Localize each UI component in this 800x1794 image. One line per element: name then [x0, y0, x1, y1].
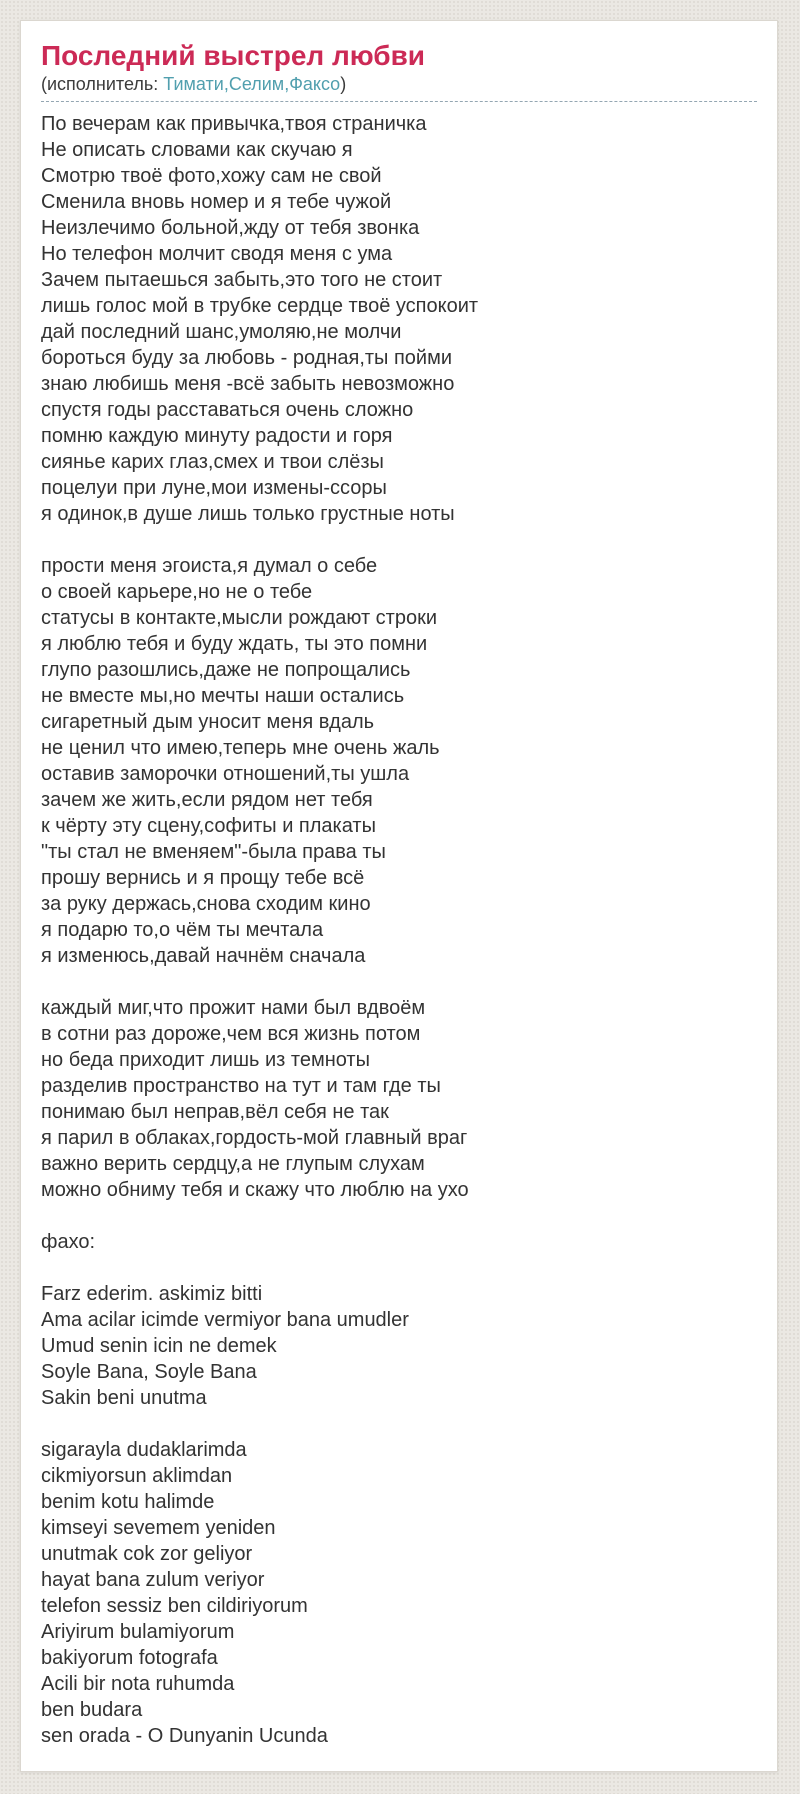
lyrics-line: бороться буду за любовь - родная,ты пойми [41, 347, 453, 369]
lyrics-line: в сотни раз дороже,чем вся жизнь потом [41, 1023, 421, 1045]
artist-links [163, 74, 340, 94]
lyrics-line: разделив пространство на тут и там где ты [41, 1075, 441, 1097]
lyrics-line: каждый миг,что прожит нами был вдвоём [41, 997, 426, 1019]
lyrics-line: лишь голос мой в трубке сердце твоё успокоит [41, 295, 479, 317]
lyrics-line: я одинок,в душе лишь только грустные ноты [41, 503, 455, 525]
lyrics-line: не ценил что имею,теперь мне очень жаль [41, 737, 440, 759]
lyrics-line: за руку держась,снова сходим кино [41, 893, 371, 915]
lyrics-line: не вместе мы,но мечты наши остались [41, 685, 405, 707]
lyrics-line: сигаретный дым уносит меня вдаль [41, 711, 375, 733]
artist-separator: , [223, 74, 229, 94]
lyrics-line: я подарю то,о чём ты мечтала [41, 919, 324, 941]
artist-link[interactable]: Селим [228, 74, 285, 94]
lyrics-line: прошу вернись и я прощу тебе всё [41, 867, 365, 889]
lyrics-line: помню каждую минуту радости и горя [41, 425, 393, 447]
lyrics-line: Acili bir nota ruhumda [41, 1673, 235, 1695]
lyrics-line: sigarayla dudaklarimda [41, 1439, 247, 1461]
lyrics-line: ben budara [41, 1699, 143, 1721]
lyrics-line: к чёрту эту сцену,софиты и плакаты [41, 815, 376, 837]
artist-separator: , [284, 74, 290, 94]
lyrics-line: я парил в облаках,гордость-мой главный враг [41, 1127, 468, 1149]
song-header [41, 21, 757, 102]
lyrics-line: зачем же жить,если рядом нет тебя [41, 789, 373, 811]
lyrics-line: "ты стал не вменяем"-была права ты [41, 841, 386, 863]
lyrics-line: дай последний шанс,умоляю,не молчи [41, 321, 402, 343]
lyrics-line: sen orada - O Dunyanin Ucunda [41, 1725, 328, 1747]
lyrics-line: глупо разошлись,даже не попрощались [41, 659, 411, 681]
lyrics-line: Ariyirum bulamiyorum [41, 1621, 235, 1643]
stanza [41, 553, 757, 969]
lyrics-line: bakiyorum fotografa [41, 1647, 218, 1669]
lyrics-line: статусы в контакте,мысли рождают строки [41, 607, 438, 629]
stanza [41, 1281, 757, 1411]
stanza [41, 1437, 757, 1749]
lyrics-line: спустя годы расставаться очень сложно [41, 399, 414, 421]
artist-line [41, 74, 757, 95]
lyrics-line: знаю любишь меня -всё забыть невозможно [41, 373, 455, 395]
lyrics-line: Смотрю твоё фото,хожу сам не свой [41, 165, 382, 187]
lyrics-line: kimseyi sevemem yeniden [41, 1517, 276, 1539]
lyrics-line: сиянье карих глаз,смех и твои слёзы [41, 451, 384, 473]
lyrics-line: Sakin beni unutma [41, 1387, 207, 1409]
lyrics-line: важно верить сердцу,а не глупым слухам [41, 1153, 425, 1175]
lyrics-text [21, 102, 777, 1771]
artist-label: (исполнитель: [41, 74, 159, 94]
lyrics-line: hayat bana zulum veriyor [41, 1569, 265, 1591]
lyrics-line: Не описать словами как скучаю я [41, 139, 353, 161]
stanza [41, 1229, 757, 1255]
song-title: Последний выстрел любви [41, 40, 426, 71]
lyrics-line: я изменюсь,давай начнём сначала [41, 945, 366, 967]
artist-label-close: ) [340, 74, 347, 94]
lyrics-line: Ama acilar icimde vermiyor bana umudler [41, 1309, 409, 1331]
lyrics-line: telefon sessiz ben cildiriyorum [41, 1595, 308, 1617]
stanza [41, 995, 757, 1203]
lyrics-line: но беда приходит лишь из темноты [41, 1049, 370, 1071]
artist-link[interactable]: Тимати [163, 74, 224, 94]
lyrics-line: benim kotu halimde [41, 1491, 215, 1513]
lyrics-line: cikmiyorsun aklimdan [41, 1465, 233, 1487]
lyrics-line: unutmak cok zor geliyor [41, 1543, 253, 1565]
lyrics-line: о своей карьере,но не о тебе [41, 581, 313, 603]
lyrics-line: можно обниму тебя и скажу что люблю на ухо [41, 1179, 469, 1201]
lyrics-line: Umud senin icin ne demek [41, 1335, 277, 1357]
lyrics-line: Но телефон молчит сводя меня с ума [41, 243, 393, 265]
lyrics-line: фахо: [41, 1231, 96, 1253]
lyrics-line: Неизлечимо больной,жду от тебя звонка [41, 217, 420, 239]
lyrics-card [20, 20, 778, 1772]
lyrics-line: поцелуи при луне,мои измены-ссоры [41, 477, 387, 499]
lyrics-line: прости меня эгоиста,я думал о себе [41, 555, 378, 577]
stanza [41, 111, 757, 527]
lyrics-line: Soyle Bana, Soyle Bana [41, 1361, 257, 1383]
lyrics-line: По вечерам как привычка,твоя страничка [41, 113, 427, 135]
artist-link[interactable]: Факсо [289, 74, 341, 94]
lyrics-line: я люблю тебя и буду ждать, ты это помни [41, 633, 428, 655]
lyrics-line: понимаю был неправ,вёл себя не так [41, 1101, 389, 1123]
lyrics-line: оставив заморочки отношений,ты ушла [41, 763, 410, 785]
lyrics-line: Зачем пытаешься забыть,это того не стоит [41, 269, 443, 291]
lyrics-line: Сменила вновь номер и я тебе чужой [41, 191, 392, 213]
lyrics-line: Farz ederim. askimiz bitti [41, 1283, 263, 1305]
